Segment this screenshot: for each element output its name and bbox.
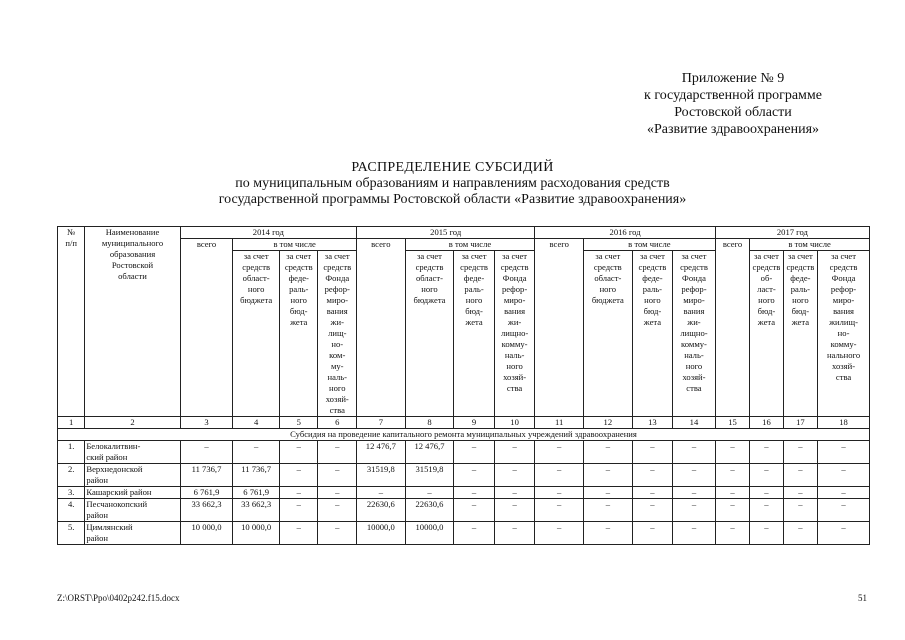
value-cell: – [279, 464, 318, 487]
value-cell: – [673, 487, 716, 499]
value-cell: – [750, 441, 783, 464]
column-number: 18 [818, 417, 870, 429]
value-cell: – [454, 522, 495, 545]
header-total: всего [180, 239, 233, 417]
value-cell: – [535, 487, 584, 499]
appendix-line: Ростовской области [674, 105, 792, 120]
column-number: 2 [85, 417, 180, 429]
row-number: 1. [58, 441, 85, 464]
value-cell: – [673, 522, 716, 545]
value-cell: – [180, 441, 233, 464]
column-number: 14 [673, 417, 716, 429]
value-cell: – [535, 441, 584, 464]
value-cell: – [584, 487, 633, 499]
value-cell: – [318, 487, 357, 499]
value-cell: – [494, 464, 535, 487]
value-cell: – [715, 522, 749, 545]
appendix-line: Приложение № 9 [681, 71, 785, 86]
value-cell: – [454, 487, 495, 499]
document-title [0, 160, 905, 208]
row-number: 2. [58, 464, 85, 487]
column-number: 6 [318, 417, 357, 429]
value-cell: – [818, 522, 870, 545]
value-cell: 10000,0 [405, 522, 454, 545]
column-number: 1 [58, 417, 85, 429]
value-cell: – [715, 441, 749, 464]
value-cell: – [233, 441, 280, 464]
value-cell: – [632, 499, 673, 522]
district-name: Верхнедонской район [85, 464, 180, 487]
value-cell: 11 736,7 [233, 464, 280, 487]
value-cell: – [818, 464, 870, 487]
value-cell: 10000,0 [357, 522, 406, 545]
value-cell: – [632, 464, 673, 487]
value-cell: – [494, 522, 535, 545]
table-row [58, 487, 870, 499]
table-row [58, 441, 870, 464]
header-total: всего [535, 239, 584, 417]
header-including: в том числе [233, 239, 357, 251]
header-including: в том числе [405, 239, 535, 251]
value-cell: 33 662,3 [180, 499, 233, 522]
header-year: 2017 год [715, 227, 869, 239]
value-cell: – [632, 487, 673, 499]
table-row [58, 522, 870, 545]
header-funding-source: за счет средств област- ного бюджета [584, 251, 633, 417]
value-cell: – [535, 464, 584, 487]
row-number: 4. [58, 499, 85, 522]
column-number: 10 [494, 417, 535, 429]
value-cell: – [584, 522, 633, 545]
header-funding-source: за счет средств феде- раль- ного бюд- жета [783, 251, 817, 417]
title-heading: РАСПРЕДЕЛЕНИЕ СУБСИДИЙ [351, 160, 554, 175]
header-funding-source: за счет средств Фонда рефор- миро- вания жи- лищ- но- ком- му- наль- ного хозяй- ства [318, 251, 357, 417]
value-cell: – [783, 464, 817, 487]
header-funding-source: за счет средств феде- раль- ного бюд- жета [279, 251, 318, 417]
table-row [58, 499, 870, 522]
value-cell: – [494, 499, 535, 522]
value-cell: – [818, 499, 870, 522]
value-cell: 31519,8 [405, 464, 454, 487]
value-cell: 31519,8 [357, 464, 406, 487]
column-number: 8 [405, 417, 454, 429]
table-row [58, 464, 870, 487]
header-funding-source: за счет средств Фонда рефор- миро- вания жи- лищно- комму- наль- ного хозяй- ства [494, 251, 535, 417]
header-including: в том числе [750, 239, 870, 251]
value-cell: – [318, 441, 357, 464]
header-funding-source: за счет средств Фонда рефор- миро- вания жи- лищно- комму- наль- ного хозяй- ства [673, 251, 716, 417]
value-cell: – [715, 487, 749, 499]
value-cell: – [783, 499, 817, 522]
value-cell: – [279, 487, 318, 499]
value-cell: 12 476,7 [405, 441, 454, 464]
appendix-block [613, 70, 853, 138]
value-cell: – [783, 487, 817, 499]
column-number: 11 [535, 417, 584, 429]
value-cell: 10 000,0 [233, 522, 280, 545]
value-cell: – [715, 499, 749, 522]
value-cell: – [318, 499, 357, 522]
column-number: 9 [454, 417, 495, 429]
value-cell: – [632, 441, 673, 464]
column-number: 4 [233, 417, 280, 429]
title-subline: государственной программы Ростовской области «Развитие здравоохранения» [218, 192, 687, 207]
column-number: 17 [783, 417, 817, 429]
value-cell: – [750, 499, 783, 522]
value-cell: 11 736,7 [180, 464, 233, 487]
header-funding-source: за счет средств Фонда рефор- миро- вания жилищ- но- комму- нального хозяй- ства [818, 251, 870, 417]
column-number: 13 [632, 417, 673, 429]
value-cell: 33 662,3 [233, 499, 280, 522]
value-cell: – [584, 441, 633, 464]
column-number: 12 [584, 417, 633, 429]
header-total: всего [715, 239, 749, 417]
value-cell: – [584, 499, 633, 522]
header-total: всего [357, 239, 406, 417]
column-number: 7 [357, 417, 406, 429]
value-cell: – [535, 522, 584, 545]
value-cell: – [318, 522, 357, 545]
value-cell: – [818, 441, 870, 464]
district-name: Цимлянский район [85, 522, 180, 545]
district-name: Белокалитвин- ский район [85, 441, 180, 464]
value-cell: – [715, 464, 749, 487]
row-number: 5. [58, 522, 85, 545]
value-cell: – [750, 522, 783, 545]
district-name: Кашарский район [85, 487, 180, 499]
value-cell: 12 476,7 [357, 441, 406, 464]
value-cell: – [750, 464, 783, 487]
value-cell: – [357, 487, 406, 499]
header-funding-source: за счет средств област- ного бюджета [233, 251, 280, 417]
value-cell: – [454, 499, 495, 522]
appendix-line: «Развитие здравоохранения» [646, 122, 820, 137]
header-including: в том числе [584, 239, 716, 251]
value-cell: – [454, 441, 495, 464]
title-subline: по муниципальным образованиям и направлениям расходования средств [235, 176, 670, 191]
header-funding-source: за счет средств феде- раль- ного бюд- жета [454, 251, 495, 417]
value-cell: – [318, 464, 357, 487]
subsidy-table [57, 226, 870, 545]
value-cell: – [750, 487, 783, 499]
column-number: 3 [180, 417, 233, 429]
value-cell: – [783, 441, 817, 464]
value-cell: – [818, 487, 870, 499]
section-title: Субсидия на проведение капитального ремонта муниципальных учреждений здравоохранения [58, 429, 870, 441]
header-funding-source: за счет средств област- ного бюджета [405, 251, 454, 417]
header-year: 2014 год [180, 227, 356, 239]
column-number: 15 [715, 417, 749, 429]
value-cell: – [673, 464, 716, 487]
value-cell: – [535, 499, 584, 522]
column-number: 5 [279, 417, 318, 429]
value-cell: 10 000,0 [180, 522, 233, 545]
value-cell: – [783, 522, 817, 545]
value-cell: – [454, 464, 495, 487]
value-cell: 22630,6 [357, 499, 406, 522]
header-name: Наименование муниципального образования Ростовской области [85, 227, 180, 417]
value-cell: 6 761,9 [180, 487, 233, 499]
header-year: 2015 год [357, 227, 535, 239]
appendix-line: к государственной программе [644, 88, 822, 103]
value-cell: – [494, 487, 535, 499]
header-funding-source: за счет средств об- ласт- ного бюд- жета [750, 251, 783, 417]
column-number: 16 [750, 417, 783, 429]
value-cell: – [279, 499, 318, 522]
value-cell: – [279, 441, 318, 464]
district-name: Песчанокопский район [85, 499, 180, 522]
value-cell: 22630,6 [405, 499, 454, 522]
value-cell: 6 761,9 [233, 487, 280, 499]
value-cell: – [632, 522, 673, 545]
page-number: 51 [858, 593, 867, 603]
value-cell: – [673, 499, 716, 522]
header-year: 2016 год [535, 227, 715, 239]
value-cell: – [494, 441, 535, 464]
value-cell: – [405, 487, 454, 499]
value-cell: – [584, 464, 633, 487]
value-cell: – [279, 522, 318, 545]
row-number: 3. [58, 487, 85, 499]
value-cell: – [673, 441, 716, 464]
header-funding-source: за счет средств феде- раль- ного бюд- жета [632, 251, 673, 417]
header-no: № п/п [58, 227, 85, 417]
file-path: Z:\ORST\Ppo\0402p242.f15.docx [57, 593, 180, 603]
